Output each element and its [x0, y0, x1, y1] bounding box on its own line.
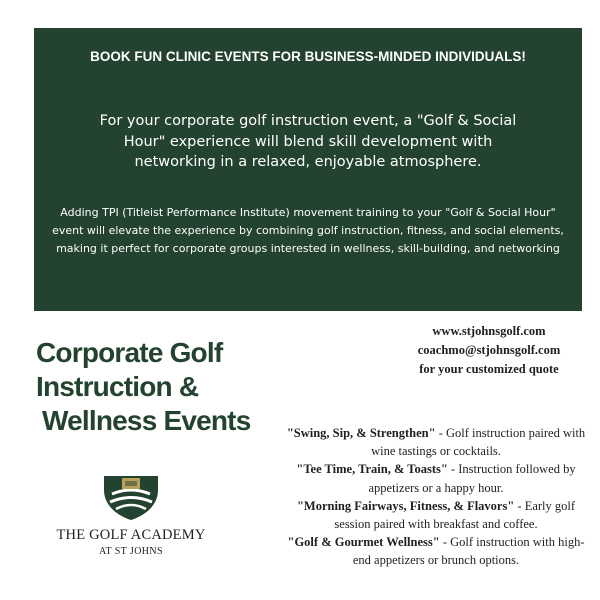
page-title: [36, 336, 286, 438]
promo-banner: [34, 28, 582, 311]
event-item: [280, 460, 592, 496]
banner-headline: BOOK FUN CLINIC EVENTS FOR BUSINESS-MINDED INDIVIDUALS!: [90, 49, 526, 64]
event-description: - Golf instruction with high-end appetizers or brunch options.: [352, 535, 585, 568]
event-name: "Morning Fairways, Fitness, & Flavors": [296, 498, 515, 513]
event-name: "Tee Time, Train, & Toasts": [296, 462, 448, 477]
title-line-3: Wellness Events: [42, 405, 251, 436]
website-link[interactable]: www.stjohnsgolf.com: [432, 324, 546, 338]
title-line-2: Instruction &: [36, 371, 199, 402]
email-link[interactable]: coachmo@stjohnsgolf.com: [417, 343, 561, 357]
academy-location: AT ST JOHNS: [98, 546, 164, 557]
event-description: - Early golf session paired with breakfast and coffee.: [334, 498, 576, 532]
event-name: "Golf & Gourmet Wellness": [287, 535, 440, 550]
event-item: [280, 424, 592, 460]
banner-intro: For your corporate golf instruction event, a "Golf & Social Hour" experience will blend skill development with networking in a relaxed, enjoyable atmosphere.: [99, 113, 517, 170]
event-item: [280, 497, 592, 533]
event-item: [280, 533, 592, 569]
event-description: - Instruction followed by appetizers or a happy hour.: [368, 462, 576, 495]
quote-cta: for your customized quote: [419, 362, 559, 376]
event-list: [280, 424, 592, 570]
shield-crest-icon: [98, 472, 164, 522]
title-line-1: Corporate Golf: [36, 337, 223, 368]
academy-name: THE GOLF ACADEMY: [56, 527, 206, 543]
event-description: - Golf instruction paired with wine tastings or cocktails.: [371, 426, 586, 459]
banner-body: Adding TPI (Titleist Performance Institute) movement training to your "Golf & Social Hour" event will elevate the experience by combining golf instruction, fitness, and social elements, making it perfect for corporate groups interested in wellness, skill-building, and networking: [52, 206, 564, 255]
academy-logo: [36, 472, 226, 572]
contact-block: [384, 322, 594, 379]
event-name: "Swing, Sip, & Strengthen": [286, 426, 436, 440]
